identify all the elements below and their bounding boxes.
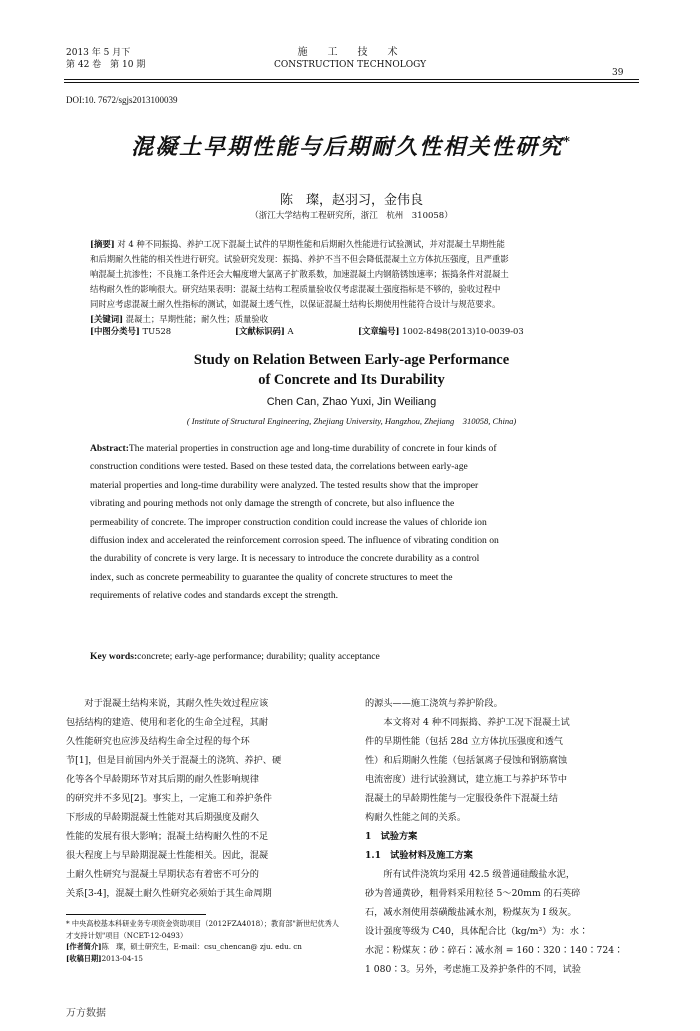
- subsection-heading: 1.1 试验材料及施工方案: [365, 850, 473, 861]
- title-en: Study on Relation Between Early-age Performance of Concrete and Its Durability: [193, 352, 510, 388]
- body-line: 电流密度）进行试验测试，建立施工与养护环节中: [365, 774, 568, 785]
- abstract-en-line: permeability of concrete. The improper construction condition could increase the values of chloride ion: [90, 516, 487, 528]
- author-note: [作者简介]陈 璨，硕士研究生，E-mail：csu_chencan@ zju. edu. cn: [66, 942, 302, 951]
- clc-code: [中图分类号] TU528: [90, 326, 172, 336]
- footnotes: [66, 918, 346, 964]
- body-line: 石，减水剂使用萘磺酸盐减水剂，粉煤灰为 I 级灰。: [365, 907, 577, 918]
- body-line: 包括结构的建造、使用和老化的生命全过程，其耐: [66, 717, 269, 728]
- title-zh-text: 混凝土早期性能与后期耐久性相关性研究: [131, 134, 564, 160]
- keywords-zh-label: [关键词]: [90, 314, 124, 324]
- received-date: [收稿日期]2013-04-15: [66, 953, 144, 963]
- journal-name-zh: 施 工 技 术: [297, 47, 403, 58]
- abstract-en-line: the durability of concrete is very large. It is necessary to introduce the concrete durability as a control: [90, 553, 480, 565]
- body-line: 节[1]，但是目前国内外关于混凝土的浇筑、养护、硬: [66, 755, 282, 766]
- body-line: 性）和后期耐久性能（包括氯离子侵蚀和钢筋腐蚀: [365, 755, 568, 766]
- body-line: 所有试件浇筑均采用 42.5 级普通硅酸盐水泥，: [383, 869, 576, 880]
- body-line: 化等各个早龄期环节对其后期的耐久性影响规律: [66, 774, 259, 785]
- abstract-en-line: construction conditions were tested. Based on these tested data, the correlations between early-age: [90, 461, 468, 473]
- body-line: 1 080∶3。另外，考虑施工及养护条件的不同，试验: [365, 964, 581, 975]
- keywords-en: Key words:concrete; early-age performance; durability; quality acceptance: [90, 651, 380, 662]
- body-line: 对于混凝土结构来说，其耐久性失效过程应该: [84, 698, 269, 709]
- body-line: 砂为普通黄砂，粗骨料采用粒径 5～20mm 的石英碎: [365, 888, 581, 899]
- body-line: 性能的发展有很大影响；混凝土结构耐久性的不足: [66, 831, 269, 842]
- body-line: 的研究并不多见[2]。事实上，一定施工和养护条件: [66, 793, 272, 804]
- affiliation-zh: （浙江大学结构工程研究所，浙江 杭州 310058）: [250, 211, 453, 221]
- body-line: 的源头——施工浇筑与养护阶段。: [365, 698, 503, 709]
- article-number: [文章编号] 1002-8498(2013)10-0039-03: [358, 326, 524, 336]
- title-zh: [64, 130, 639, 161]
- body-line: 本文将对 4 种不同振捣、养护工况下混凝土试: [383, 717, 570, 728]
- body-line: 关系[3-4]，混凝土耐久性研究必须始于其生命周期: [66, 888, 272, 899]
- abstract-en: [90, 440, 614, 606]
- journal-name-en: CONSTRUCTION TECHNOLOGY: [273, 60, 427, 70]
- header-rule-thick: [64, 79, 639, 80]
- abstract-zh-line: 同时应考虑混凝土耐久性指标的测试，如混凝土透气性，以保证混凝土结构长期使用性能符合设计与规范要求。: [90, 299, 501, 309]
- abstract-zh-line: 结构耐久性的影响很大。研究结果表明：混凝土结构工程质量验收仅考虑混凝土强度指标是不够的，验收过程中: [90, 284, 501, 294]
- abstract-zh: [90, 237, 614, 327]
- document-code: [文献标识码] A: [235, 326, 294, 336]
- body-line: 久性能研究也应涉及结构生命全过程的每个环: [66, 736, 250, 747]
- abstract-en-line: Abstract:The material properties in construction age and long-time durability of concrete in four kinds of: [90, 443, 497, 454]
- abstract-en-line: index, such as concrete permeability to guarantee the quality of concrete structures to meet the: [90, 571, 453, 583]
- abstract-en-label: Abstract:: [90, 443, 129, 454]
- abstract-en-line: material properties and long-time durability were analyzed. The tested results show that the improper: [90, 479, 479, 491]
- body-line: 很大程度上与早龄期混凝土性能相关。因此，混凝: [66, 850, 269, 861]
- body-line: 水泥∶粉煤灰∶砂∶碎石∶减水剂 = 160∶320∶140∶724∶: [365, 945, 624, 956]
- abstract-zh-label: [摘要]: [90, 239, 115, 249]
- authors-zh: 陈 璨，赵羽习，金伟良: [279, 193, 423, 208]
- running-header-left: [66, 47, 145, 71]
- title-footnote-mark: *: [563, 134, 572, 150]
- body-line: 设计强度等级为 C40，具体配合比（kg/m³）为：水∶: [365, 926, 589, 937]
- header-rule-thin: [64, 82, 639, 83]
- abstract-en-line: diffusion index and accelerated the reinforcement corrosion speed. The influence of vibrating condition on: [90, 535, 499, 547]
- abstract-zh-line: 和后期耐久性能的相关性进行研究。试验研究发现：振捣、养护不当不但会降低混凝土立方体抗压强度，且严重影: [90, 254, 509, 264]
- running-header-center: [230, 47, 470, 71]
- abstract-zh-line: [摘要] 对 4 种不同振捣、养护工况下混凝土试件的早期性能和后期耐久性能进行试验测试，并对混凝土早期性能: [90, 239, 505, 249]
- abstract-en-line: vibrating and pouring methods not only damage the strength of concrete, but also influence the: [90, 498, 455, 510]
- issue-volume: 第 42 卷 第 10 期: [66, 60, 146, 70]
- body-line: 混凝土的早龄期性能与一定服役条件下混凝土结: [365, 793, 558, 804]
- body-line: 构耐久性能之间的关系。: [365, 812, 467, 823]
- body-column-left: [66, 694, 336, 903]
- section-heading: 1 试验方案: [365, 831, 418, 842]
- keywords-en-label: Key words:: [90, 651, 138, 662]
- body-line: 土耐久性研究与混凝土早期状态有着密不可分的: [66, 869, 259, 880]
- page-number: 39: [612, 68, 624, 78]
- affiliation-en: ( Institute of Structural Engineering, Zhejiang University, Hangzhou, Zhejiang 310058, China): [186, 416, 517, 426]
- funding-note: * 中央高校基本科研业务专项资金资助项目（2012FZA4018）；教育部"新世纪优秀人才支持计划"项目（NCET-12-0493）: [66, 919, 339, 940]
- body-line: 下形成的早龄期混凝土性能对其后期强度及耐久: [66, 812, 259, 823]
- authors-en: Chen Can, Zhao Yuxi, Jin Weiliang: [266, 396, 437, 408]
- doi: DOI:10. 7672/sgjs2013100039: [66, 95, 178, 105]
- abstract-en-line: requirements of relative codes and standards except the strength.: [90, 590, 339, 602]
- issue-date: 2013 年 5 月下: [66, 48, 131, 58]
- keywords-zh: [关键词] 混凝土；早期性能；耐久性；质量验收: [90, 314, 269, 324]
- abstract-zh-line: 响混凝土抗渗性；不良施工条件还会大幅度增大氯离子扩散系数，加速混凝土内钢筋锈蚀速率；振捣条件对混凝土: [90, 269, 509, 279]
- watermark: 万方数据: [66, 1008, 106, 1019]
- body-column-right: [365, 694, 635, 979]
- body-line: 件的早期性能（包括 28d 立方体抗压强度和透气: [365, 736, 563, 747]
- footnote-rule: [66, 914, 206, 915]
